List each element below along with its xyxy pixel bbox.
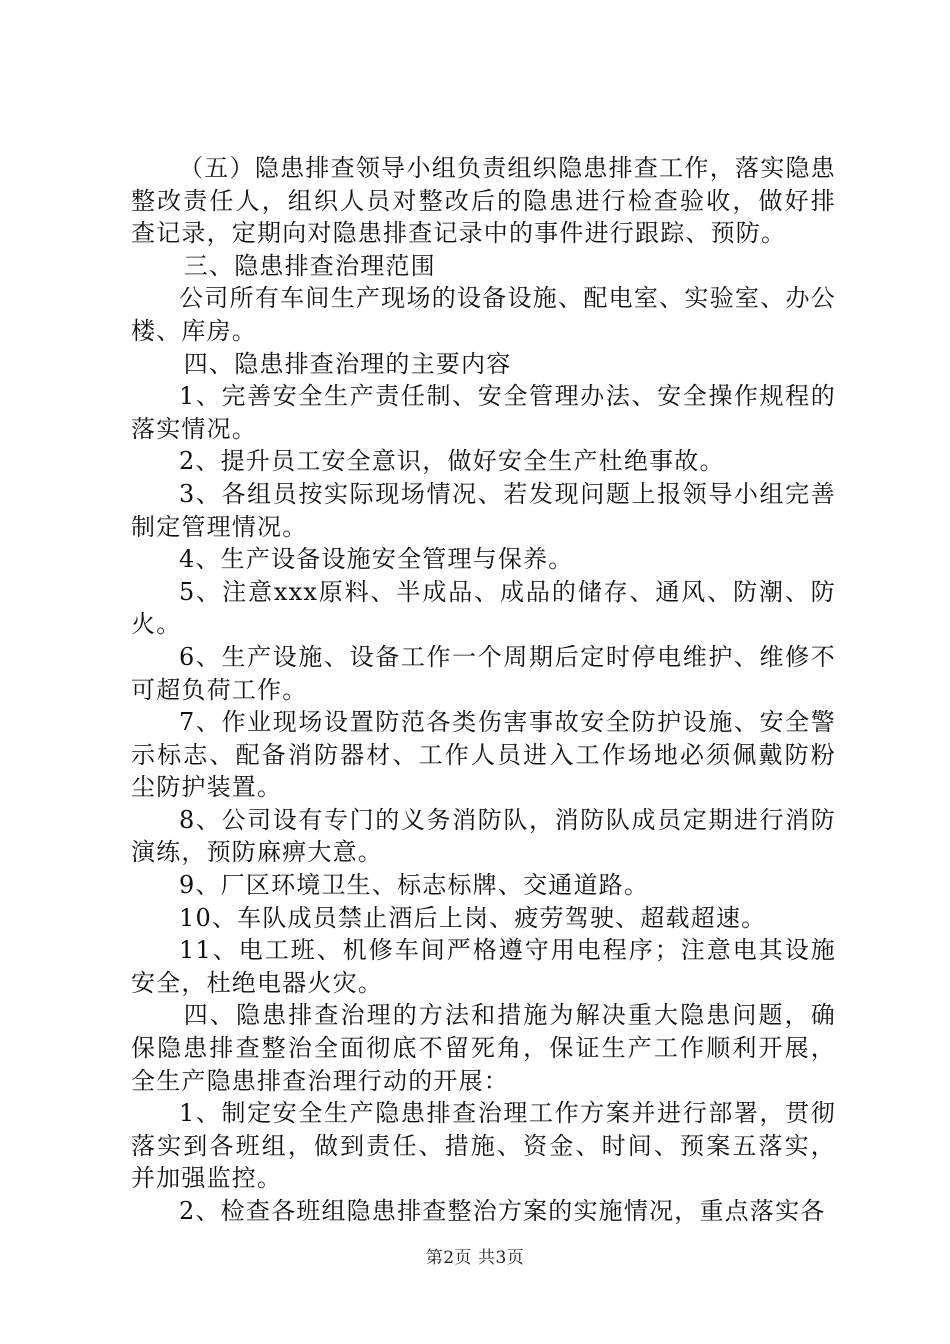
list-item-8: 8、公司设有专门的义务消防队，消防队成员定期进行消防演练，预防麻痹大意。 [131, 805, 836, 867]
paragraph-leadership-group: （五）隐患排查领导小组负责组织隐患排查工作，落实隐患整改责任人，组织人员对整改后的隐患进行检查验收，做好排查记录，定期向对隐患排查记录中的事件进行跟踪、预防。 [131, 154, 836, 248]
document-body [131, 152, 836, 1228]
list-item-11: 11、电工班、机修车间严格遵守用电程序；注意电其设施安全，杜绝电器火灾。 [131, 936, 836, 997]
page-number-footer: 第2页 共3页 [425, 1248, 525, 1268]
list-item-3: 3、各组员按实际现场情况、若发现问题上报领导小组完善制定管理情况。 [131, 479, 836, 541]
paragraph-scope: 公司所有车间生产现场的设备设施、配电室、实验室、办公楼、库房。 [131, 284, 836, 345]
section-heading-methods: 四、隐患排查治理的方法和措施为解决重大隐患问题，确保隐患排查整治全面彻底不留死角，保证生产工作顺利开展，全生产隐患排查治理行动的开展： [131, 1001, 836, 1095]
list-item-6: 6、生产设施、设备工作一个周期后定时停电维护、维修不可超负荷工作。 [131, 642, 836, 704]
method-item-2: 2、检查各班组隐患排查整治方案的实施情况，重点落实各 [179, 1197, 826, 1225]
list-item-10: 10、车队成员禁止酒后上岗、疲劳驾驶、超载超速。 [179, 903, 767, 932]
list-item-7: 7、作业现场设置防范各类伤害事故安全防护设施、安全警示标志、配备消防器材、工作人员进入工作场地必须佩戴防粉尘防护装置。 [131, 708, 836, 802]
list-item-9: 9、厂区环境卫生、标志标牌、交通道路。 [179, 871, 650, 900]
method-item-1: 1、制定安全生产隐患排查治理工作方案并进行部署，贯彻落实到各班组，做到责任、措施、资金、时间、预案五落实，并加强监控。 [131, 1099, 836, 1193]
section-heading-main-content: 四、隐患排查治理的主要内容 [183, 349, 512, 378]
list-item-2: 2、提升员工安全意识，做好安全生产杜绝事故。 [179, 447, 725, 476]
list-item-5: 5、注意xxx原料、半成品、成品的储存、通风、防潮、防火。 [131, 577, 836, 639]
list-item-1: 1、完善安全生产责任制、安全管理办法、安全操作规程的落实情况。 [131, 382, 836, 443]
section-heading-scope: 三、隐患排查治理范围 [183, 251, 436, 280]
list-item-4: 4、生产设备设施安全管理与保养。 [179, 545, 574, 574]
